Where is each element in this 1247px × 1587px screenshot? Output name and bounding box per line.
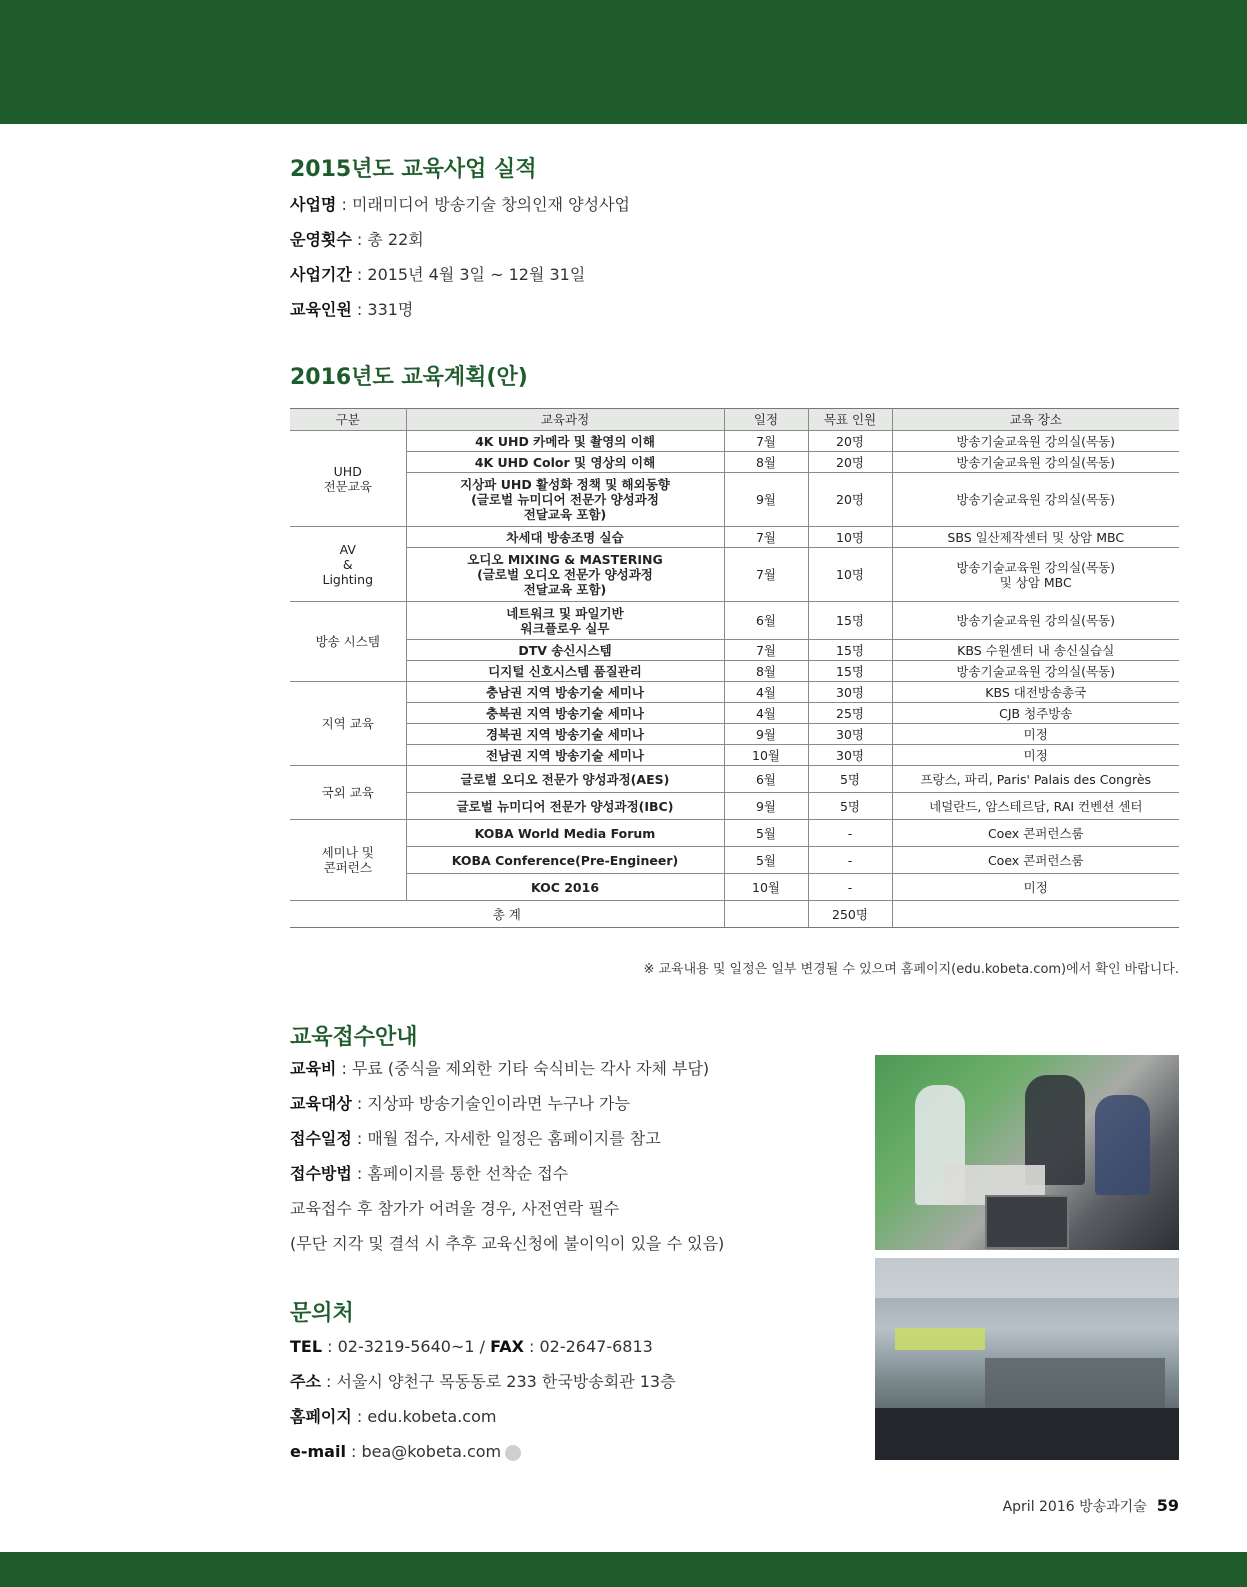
registration-value: (무단 지각 및 결석 시 추후 교육신청에 불이익이 있을 수 있음) xyxy=(290,1234,725,1253)
target-cell: - xyxy=(808,874,892,901)
table-row xyxy=(290,640,1179,661)
category-cell: UHD 전문교육 xyxy=(290,431,406,527)
fax-label: FAX xyxy=(490,1337,524,1356)
target-cell: 15명 xyxy=(808,640,892,661)
registration-label: 접수방법 xyxy=(290,1164,352,1183)
registration-line xyxy=(290,1058,709,1080)
result-label: 운영횟수 xyxy=(290,230,352,249)
registration-value: : 지상파 방송기술인이라면 누구나 가능 xyxy=(351,1094,630,1113)
schedule-cell: 4월 xyxy=(724,703,808,724)
category-cell: 방송 시스템 xyxy=(290,602,406,682)
table-row xyxy=(290,820,1179,847)
place-cell: 프랑스, 파리, Paris' Palais des Congrès xyxy=(892,766,1179,793)
target-cell: 10명 xyxy=(808,527,892,548)
education-plan-table xyxy=(290,408,1179,928)
header-category: 구분 xyxy=(290,409,406,431)
header-target: 목표 인원 xyxy=(808,409,892,431)
schedule-cell: 5월 xyxy=(724,820,808,847)
registration-line xyxy=(290,1233,724,1255)
schedule-cell: 9월 xyxy=(724,793,808,820)
result-line xyxy=(290,264,585,286)
table-row xyxy=(290,682,1179,703)
email-icon xyxy=(505,1445,521,1461)
top-green-band xyxy=(0,0,1247,124)
place-cell: CJB 청주방송 xyxy=(892,703,1179,724)
contact-tel-line xyxy=(290,1336,653,1358)
result-value: : 미래미디어 방송기술 창의인재 양성사업 xyxy=(336,195,630,214)
place-cell: 방송기술교육원 강의실(목동) xyxy=(892,473,1179,527)
place-cell: SBS 일산제작센터 및 상암 MBC xyxy=(892,527,1179,548)
course-cell: 차세대 방송조명 실습 xyxy=(406,527,724,548)
target-cell: - xyxy=(808,820,892,847)
place-cell: KBS 수원센터 내 송신실습실 xyxy=(892,640,1179,661)
bottom-green-band xyxy=(0,1552,1247,1587)
tel-value: : 02-3219-5640~1 / xyxy=(322,1337,491,1356)
contact-label: e-mail xyxy=(290,1442,346,1461)
table-row xyxy=(290,661,1179,682)
target-cell: - xyxy=(808,847,892,874)
category-cell: 지역 교육 xyxy=(290,682,406,766)
course-cell: 디지털 신호시스템 품질관리 xyxy=(406,661,724,682)
result-value: : 2015년 4월 3일 ~ 12월 31일 xyxy=(351,265,586,284)
contact-value: : edu.kobeta.com xyxy=(351,1407,497,1426)
registration-label: 교육대상 xyxy=(290,1094,352,1113)
registration-value: : 매월 접수, 자세한 일정은 홈페이지를 참고 xyxy=(351,1129,661,1148)
target-cell: 20명 xyxy=(808,473,892,527)
page-number: 59 xyxy=(1156,1496,1179,1515)
header-place: 교육 장소 xyxy=(892,409,1179,431)
contact-line xyxy=(290,1371,676,1393)
schedule-cell: 8월 xyxy=(724,661,808,682)
target-cell: 5명 xyxy=(808,793,892,820)
category-cell: AV & Lighting xyxy=(290,527,406,602)
target-cell: 5명 xyxy=(808,766,892,793)
schedule-cell: 10월 xyxy=(724,745,808,766)
table-row xyxy=(290,548,1179,602)
total-row xyxy=(290,901,1179,928)
target-cell: 20명 xyxy=(808,452,892,473)
schedule-cell: 7월 xyxy=(724,640,808,661)
schedule-cell: 6월 xyxy=(724,602,808,640)
course-cell: KOBA World Media Forum xyxy=(406,820,724,847)
total-label: 총 계 xyxy=(290,901,724,928)
result-line xyxy=(290,299,413,321)
footer-publication: April 2016 방송과기술 xyxy=(1002,1499,1147,1515)
registration-value: : 홈페이지를 통한 선착순 접수 xyxy=(351,1164,569,1183)
schedule-cell: 7월 xyxy=(724,548,808,602)
target-cell: 25명 xyxy=(808,703,892,724)
header-schedule: 일정 xyxy=(724,409,808,431)
schedule-cell: 8월 xyxy=(724,452,808,473)
place-cell: 미정 xyxy=(892,724,1179,745)
target-cell: 20명 xyxy=(808,431,892,452)
table-row xyxy=(290,874,1179,901)
contact-line xyxy=(290,1406,496,1428)
schedule-cell: 7월 xyxy=(724,527,808,548)
place-cell: Coex 콘퍼런스룸 xyxy=(892,820,1179,847)
table-row xyxy=(290,473,1179,527)
course-cell: 충남권 지역 방송기술 세미나 xyxy=(406,682,724,703)
section-title-registration: 교육접수안내 xyxy=(290,1025,418,1050)
place-cell: Coex 콘퍼런스룸 xyxy=(892,847,1179,874)
place-cell: KBS 대전방송총국 xyxy=(892,682,1179,703)
registration-value: : 무료 (중식을 제외한 기타 숙식비는 각사 자체 부담) xyxy=(336,1059,710,1078)
registration-line xyxy=(290,1093,630,1115)
table-row xyxy=(290,602,1179,640)
course-cell: 네트워크 및 파일기반 워크플로우 실무 xyxy=(406,602,724,640)
result-label: 사업명 xyxy=(290,195,337,214)
contact-line xyxy=(290,1441,521,1463)
registration-line xyxy=(290,1163,568,1185)
table-row xyxy=(290,452,1179,473)
total-place-empty xyxy=(892,901,1179,928)
target-cell: 15명 xyxy=(808,602,892,640)
training-photo-conference xyxy=(875,1258,1179,1460)
target-cell: 30명 xyxy=(808,724,892,745)
total-value: 250명 xyxy=(808,901,892,928)
registration-line xyxy=(290,1198,619,1220)
result-label: 교육인원 xyxy=(290,300,352,319)
course-cell: KOBA Conference(Pre-Engineer) xyxy=(406,847,724,874)
place-cell: 방송기술교육원 강의실(목동) xyxy=(892,602,1179,640)
course-cell: 오디오 MIXING & MASTERING (글로벌 오디오 전문가 양성과정 전달교육 포함) xyxy=(406,548,724,602)
result-line xyxy=(290,194,630,216)
place-cell: 방송기술교육원 강의실(목동) xyxy=(892,431,1179,452)
schedule-cell: 9월 xyxy=(724,473,808,527)
total-schedule-empty xyxy=(724,901,808,928)
schedule-cell: 10월 xyxy=(724,874,808,901)
course-cell: 4K UHD Color 및 영상의 이해 xyxy=(406,452,724,473)
contact-label: 홈페이지 xyxy=(290,1407,352,1426)
place-cell: 미정 xyxy=(892,745,1179,766)
target-cell: 10명 xyxy=(808,548,892,602)
schedule-cell: 5월 xyxy=(724,847,808,874)
table-row xyxy=(290,431,1179,452)
place-cell: 방송기술교육원 강의실(목동) 및 상암 MBC xyxy=(892,548,1179,602)
target-cell: 30명 xyxy=(808,745,892,766)
place-cell: 방송기술교육원 강의실(목동) xyxy=(892,661,1179,682)
category-cell: 국외 교육 xyxy=(290,766,406,820)
table-row xyxy=(290,847,1179,874)
table-row xyxy=(290,703,1179,724)
course-cell: 4K UHD 카메라 및 촬영의 이해 xyxy=(406,431,724,452)
course-cell: 경북권 지역 방송기술 세미나 xyxy=(406,724,724,745)
table-row xyxy=(290,793,1179,820)
course-cell: DTV 송신시스템 xyxy=(406,640,724,661)
course-cell: 전남권 지역 방송기술 세미나 xyxy=(406,745,724,766)
fax-value: : 02-2647-6813 xyxy=(523,1337,653,1356)
registration-label: 교육비 xyxy=(290,1059,337,1078)
course-cell: 지상파 UHD 활성화 정책 및 해외동향 (글로벌 뉴미디어 전문가 양성과정 전달교육 포함) xyxy=(406,473,724,527)
target-cell: 15명 xyxy=(808,661,892,682)
schedule-cell: 7월 xyxy=(724,431,808,452)
place-cell: 네덜란드, 암스테르담, RAI 컨벤션 센터 xyxy=(892,793,1179,820)
table-row xyxy=(290,724,1179,745)
contact-value: : 서울시 양천구 목동동로 233 한국방송회관 13층 xyxy=(320,1372,676,1391)
schedule-cell: 9월 xyxy=(724,724,808,745)
registration-value: 교육접수 후 참가가 어려울 경우, 사전연락 필수 xyxy=(290,1199,620,1218)
section-title-contact: 문의처 xyxy=(290,1301,354,1326)
page-footer xyxy=(1003,1496,1179,1516)
result-value: : 총 22회 xyxy=(351,230,424,249)
training-photo-lab xyxy=(875,1055,1179,1250)
result-line xyxy=(290,229,424,251)
table-header-row xyxy=(290,409,1179,431)
table-row xyxy=(290,766,1179,793)
table-row xyxy=(290,745,1179,766)
result-value: : 331명 xyxy=(351,300,414,319)
registration-line xyxy=(290,1128,661,1150)
table-body xyxy=(290,431,1179,928)
table-row xyxy=(290,527,1179,548)
contact-value: : bea@kobeta.com xyxy=(345,1442,502,1461)
place-cell: 방송기술교육원 강의실(목동) xyxy=(892,452,1179,473)
course-cell: 글로벌 오디오 전문가 양성과정(AES) xyxy=(406,766,724,793)
result-label: 사업기간 xyxy=(290,265,352,284)
course-cell: 글로벌 뉴미디어 전문가 양성과정(IBC) xyxy=(406,793,724,820)
section-title-2016: 2016년도 교육계획(안) xyxy=(290,365,528,390)
place-cell: 미정 xyxy=(892,874,1179,901)
schedule-note: ※ 교육내용 및 일정은 일부 변경될 수 있으며 홈페이지(edu.kobeta.com)에서 확인 바랍니다. xyxy=(643,962,1179,977)
header-course: 교육과정 xyxy=(406,409,724,431)
section-title-2015: 2015년도 교육사업 실적 xyxy=(290,157,537,182)
contact-label: 주소 xyxy=(290,1372,321,1391)
schedule-cell: 6월 xyxy=(724,766,808,793)
tel-label: TEL xyxy=(290,1337,323,1356)
course-cell: KOC 2016 xyxy=(406,874,724,901)
schedule-cell: 4월 xyxy=(724,682,808,703)
target-cell: 30명 xyxy=(808,682,892,703)
registration-label: 접수일정 xyxy=(290,1129,352,1148)
course-cell: 충북권 지역 방송기술 세미나 xyxy=(406,703,724,724)
category-cell: 세미나 및 콘퍼런스 xyxy=(290,820,406,901)
